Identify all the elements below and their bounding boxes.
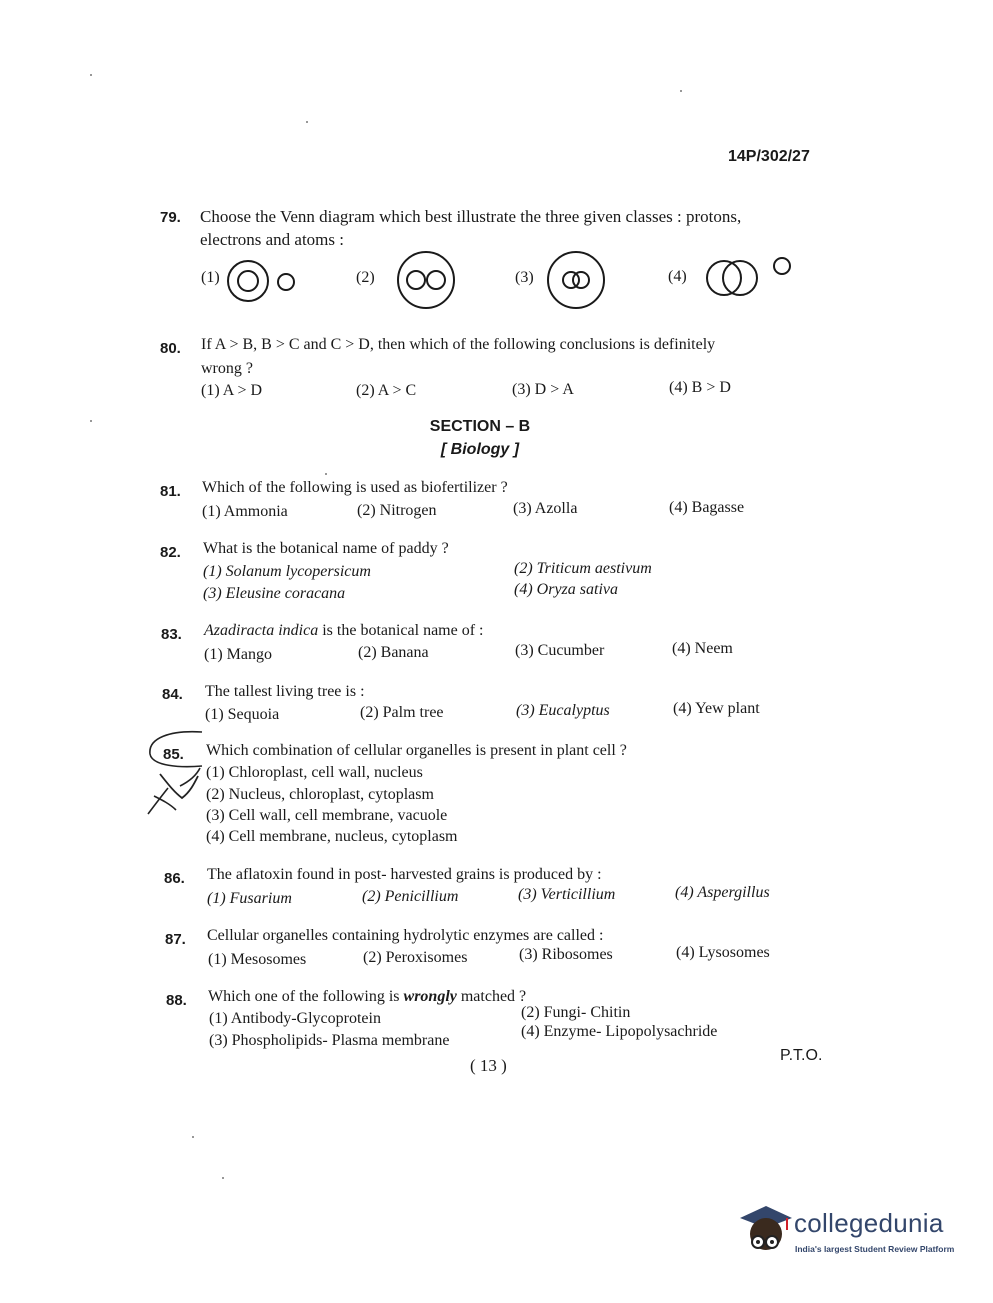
- question-number: 88.: [166, 992, 187, 1009]
- section-title: SECTION – B: [429, 418, 531, 435]
- venn-diagram-option-2: [394, 250, 458, 310]
- option-2: (2) Nitrogen: [357, 502, 437, 519]
- option-1-label: (1): [201, 269, 220, 286]
- option-4: (4) Oryza sativa: [514, 581, 618, 598]
- question-number: 80.: [160, 340, 181, 357]
- option-3: (3) Eleusine coracana: [203, 585, 346, 602]
- venn-diagram-option-3: [544, 250, 608, 310]
- question-text: The aflatoxin found in post- harvested grains is produced by :: [207, 866, 602, 883]
- option-2: (2) Nucleus, chloroplast, cytoplasm: [206, 786, 434, 803]
- option-4: (4) Yew plant: [673, 700, 760, 717]
- brand-name: collegedunia: [794, 1208, 944, 1238]
- option-3: (3) Cucumber: [515, 642, 605, 659]
- option-1: (1) Mango: [204, 646, 272, 663]
- species-name: Azadiracta indica: [204, 622, 319, 639]
- option-4: (4) Lysosomes: [676, 944, 770, 961]
- question-text-pre: Which one of the following is: [208, 988, 404, 1005]
- option-4-label: (4): [668, 268, 687, 285]
- question-text-post: matched ?: [456, 988, 527, 1005]
- option-3: (3) Cell wall, cell membrane, vacuole: [206, 807, 448, 824]
- paper-code: 14P/302/27: [728, 148, 810, 165]
- question-number: 84.: [162, 686, 183, 703]
- option-2-label: (2): [356, 269, 375, 286]
- option-1: (1) Chloroplast, cell wall, nucleus: [206, 764, 423, 781]
- question-text: [208, 988, 526, 1006]
- option-3-label: (3): [515, 269, 534, 286]
- option-1: (1) A > D: [201, 382, 263, 399]
- question-text-rest: is the botanical name of :: [318, 622, 484, 639]
- question-text-cont: wrong ?: [201, 360, 253, 377]
- question-text: Which of the following is used as biofertilizer ?: [202, 479, 508, 496]
- question-text: What is the botanical name of paddy ?: [203, 540, 449, 557]
- option-4: (4) Cell membrane, nucleus, cytoplasm: [206, 828, 458, 845]
- question-number: 82.: [160, 544, 181, 561]
- option-4: (4) Aspergillus: [675, 884, 770, 901]
- section-subtitle: [ Biology ]: [440, 441, 520, 458]
- question-text: If A > B, B > C and C > D, then which of the following conclusions is definitely: [201, 336, 716, 353]
- question-number: 83.: [161, 626, 182, 643]
- option-3: (3) Azolla: [513, 500, 578, 517]
- question-number: 86.: [164, 870, 185, 887]
- question-number: 79.: [160, 209, 181, 226]
- question-number: 85.: [163, 746, 184, 763]
- brand-tagline: India's largest Student Review Platform: [795, 1244, 955, 1254]
- option-2: (2) Triticum aestivum: [514, 560, 652, 577]
- question-emphasis: wrongly: [403, 988, 457, 1005]
- option-4: (4) Neem: [672, 640, 733, 657]
- option-3: (3) Phospholipids- Plasma membrane: [209, 1032, 450, 1049]
- option-3: (3) Eucalyptus: [516, 702, 610, 719]
- option-4: (4) B > D: [669, 379, 731, 396]
- option-2: (2) Banana: [358, 644, 429, 661]
- option-4: (4) Enzyme- Lipopolysachride: [521, 1023, 718, 1040]
- question-number: 81.: [160, 483, 181, 500]
- question-text: [204, 622, 484, 640]
- option-3: (3) Ribosomes: [519, 946, 613, 963]
- option-2: (2) Peroxisomes: [363, 949, 468, 966]
- option-2: (2) A > C: [356, 382, 417, 399]
- option-3: (3) Verticillium: [518, 886, 616, 903]
- question-text: Choose the Venn diagram which best illustrate the three given classes : protons,: [200, 207, 742, 226]
- page-number: ( 13 ): [470, 1056, 507, 1075]
- option-1: (1) Antibody-Glycoprotein: [209, 1010, 381, 1027]
- option-1: (1) Solanum lycopersicum: [203, 563, 371, 580]
- question-text: The tallest living tree is :: [205, 683, 365, 700]
- question-number: 87.: [165, 931, 186, 948]
- option-1: (1) Ammonia: [202, 503, 288, 520]
- option-1: (1) Sequoia: [205, 706, 280, 723]
- option-1: (1) Mesosomes: [208, 951, 307, 968]
- pto-label: P.T.O.: [780, 1047, 823, 1064]
- option-4: (4) Bagasse: [669, 499, 745, 516]
- option-2: (2) Palm tree: [360, 704, 444, 721]
- question-text: Cellular organelles containing hydrolytic enzymes are called :: [207, 927, 604, 944]
- option-2: (2) Fungi- Chitin: [521, 1004, 631, 1021]
- option-1: (1) Fusarium: [207, 890, 292, 907]
- handwritten-check-mark: [140, 726, 210, 822]
- option-3: (3) D > A: [512, 381, 574, 398]
- venn-diagram-option-4: [702, 252, 798, 302]
- venn-diagram-option-1: [226, 254, 302, 308]
- question-text-cont: electrons and atoms :: [200, 230, 344, 249]
- option-2: (2) Penicillium: [362, 888, 459, 905]
- question-text: Which combination of cellular organelles is present in plant cell ?: [206, 742, 627, 759]
